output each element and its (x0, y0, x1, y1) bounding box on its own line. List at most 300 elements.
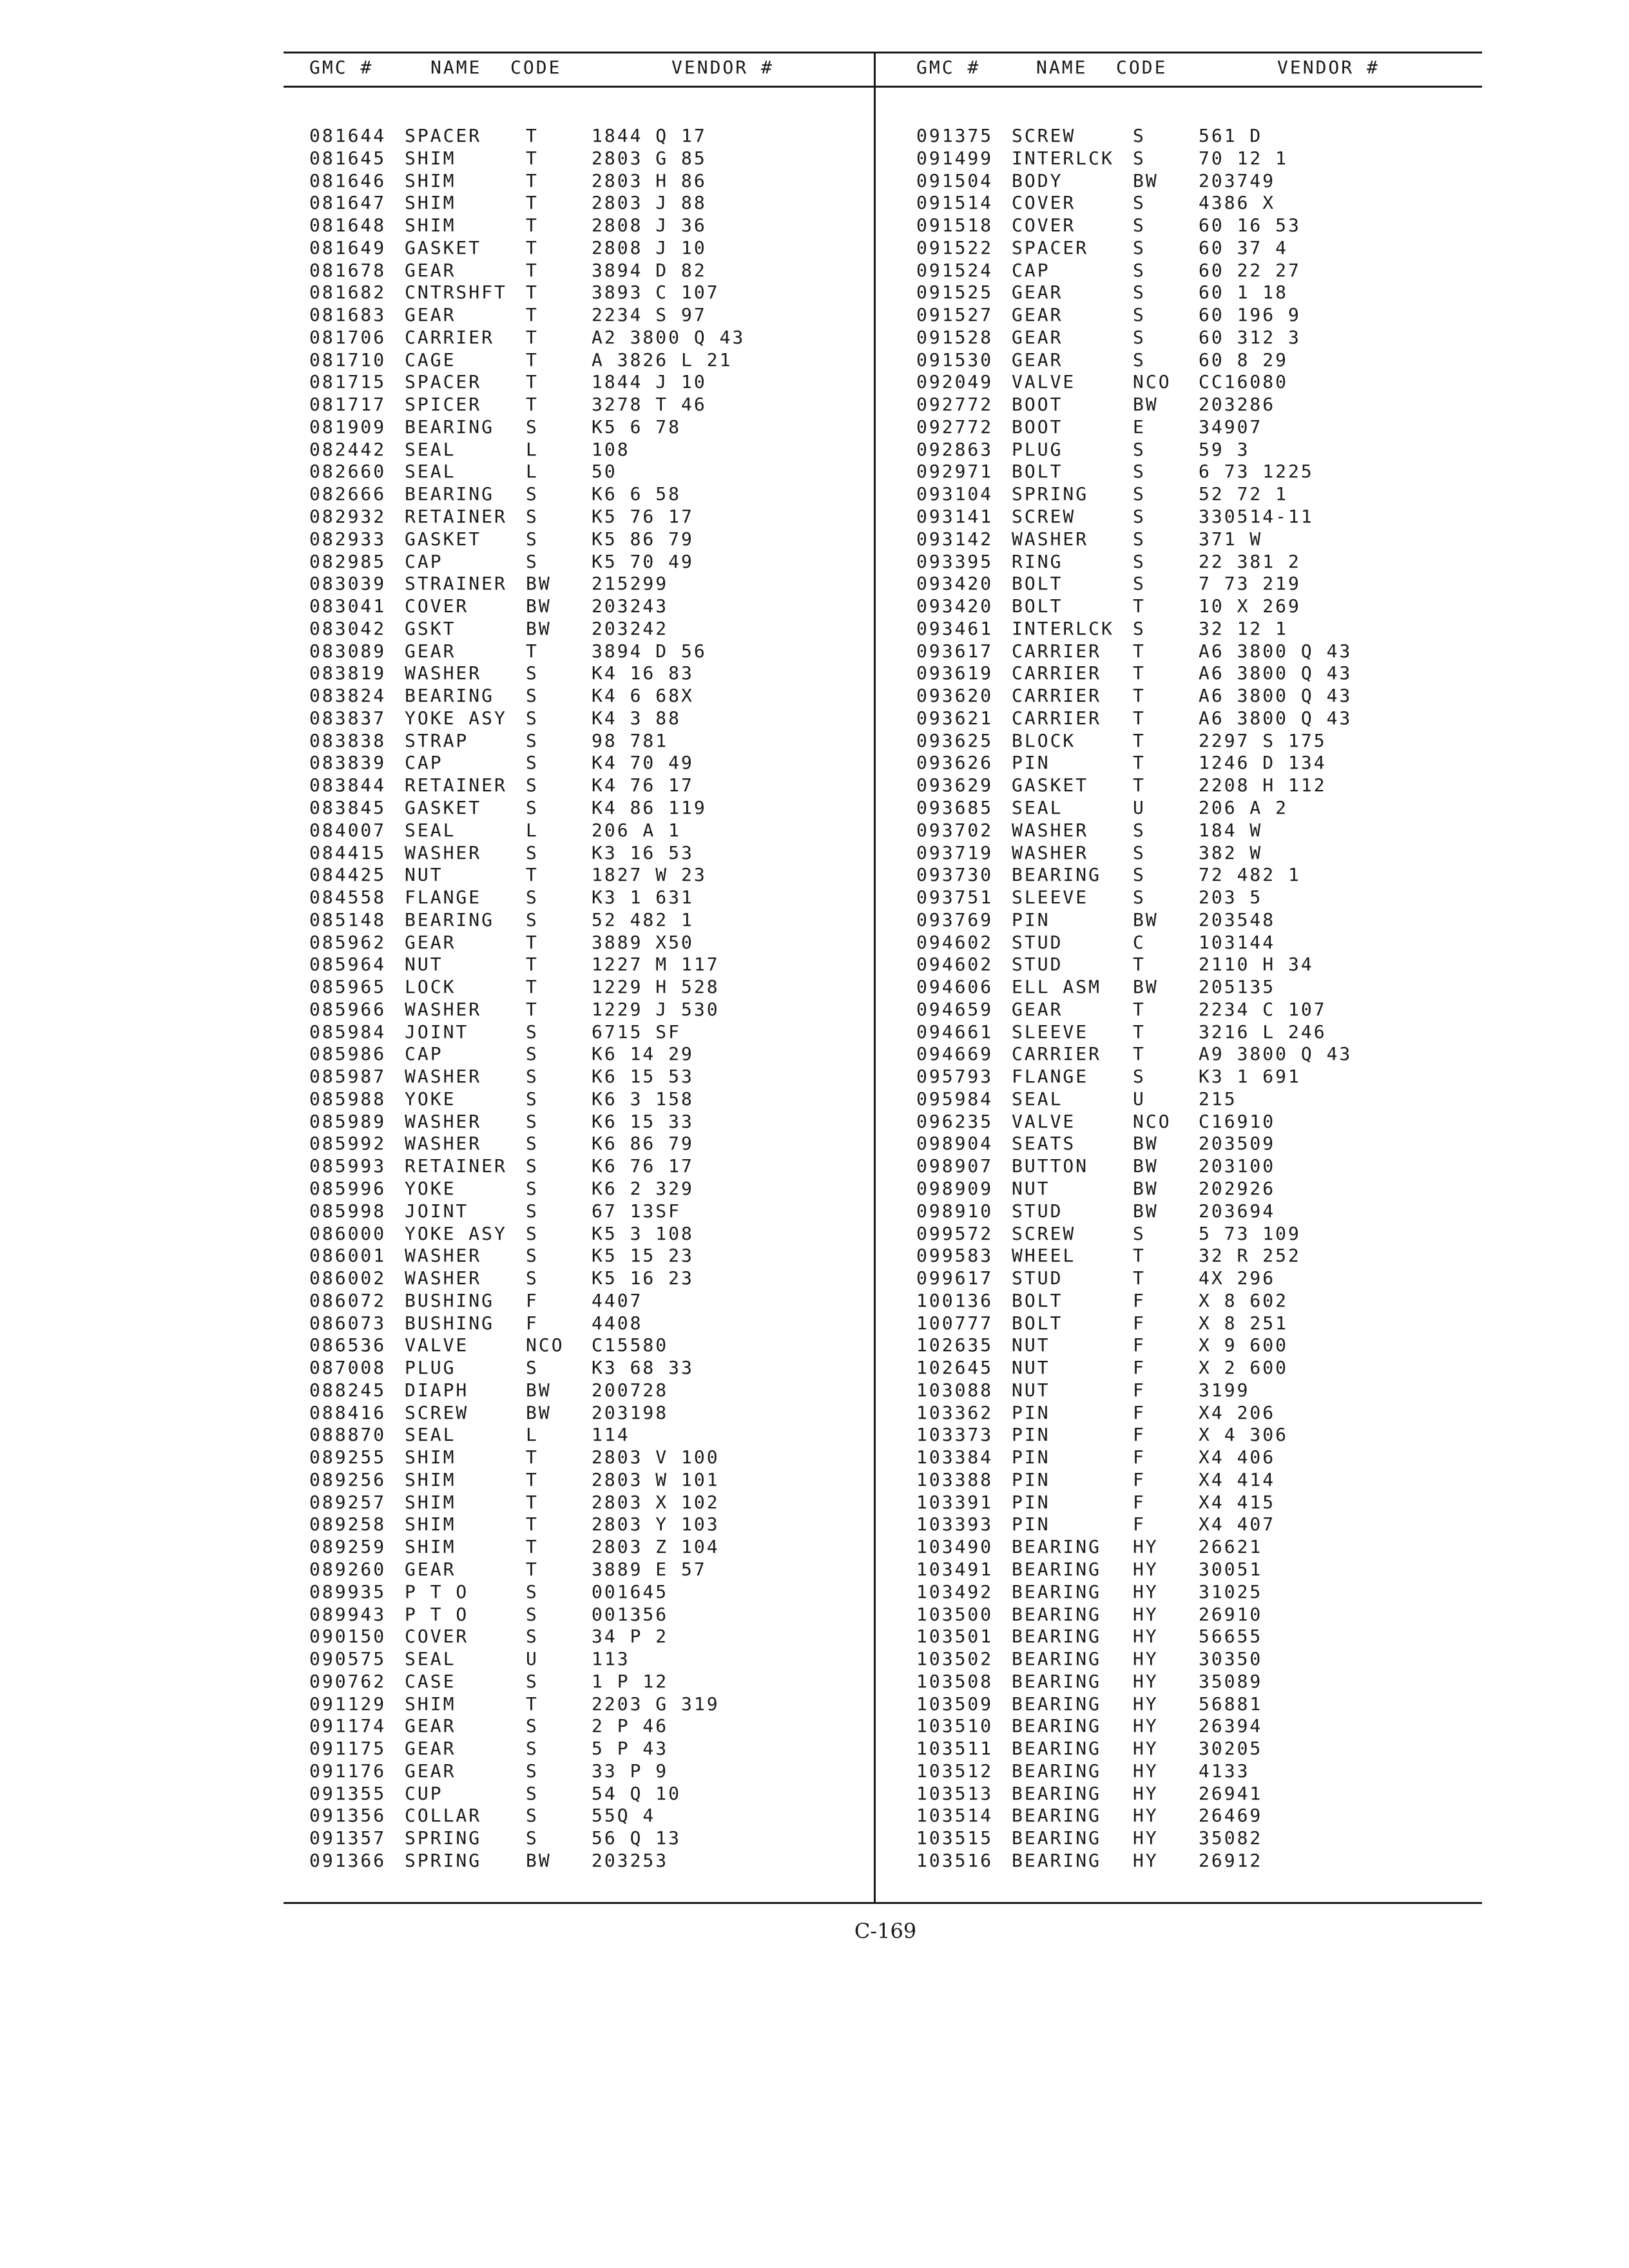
code-cell: T (1133, 729, 1146, 751)
table-row (309, 618, 863, 640)
name-cell: JOINT (405, 1021, 469, 1043)
code-cell: S (1133, 573, 1146, 595)
table-row (916, 1312, 1470, 1335)
code-cell: T (526, 1559, 539, 1580)
vendor-cell: 114 (592, 1424, 630, 1446)
table-row (309, 1245, 863, 1267)
gmc-cell: 103391 (916, 1491, 994, 1513)
name-cell: COVER (405, 1626, 469, 1648)
vendor-cell: X4 414 (1199, 1468, 1276, 1490)
vendor-cell: 2208 H 112 (1199, 774, 1327, 796)
name-cell: LOCK (405, 976, 456, 998)
code-cell: S (1133, 438, 1146, 460)
vendor-cell: A 3826 L 21 (592, 349, 733, 370)
table-row (916, 640, 1470, 663)
code-cell: T (526, 125, 539, 146)
vendor-cell: K3 68 33 (592, 1357, 694, 1379)
table-row (916, 125, 1470, 148)
table-row (309, 1290, 863, 1312)
name-cell: BEARING (1012, 1693, 1102, 1715)
gmc-cell: 103491 (916, 1559, 994, 1580)
vendor-cell: K6 14 29 (592, 1043, 694, 1065)
code-cell: U (1133, 1088, 1146, 1110)
name-cell: GASKET (405, 236, 482, 258)
code-cell: BW (1133, 169, 1159, 191)
gmc-cell: 103508 (916, 1670, 994, 1692)
vendor-cell: K5 76 17 (592, 506, 694, 528)
name-cell: SHIM (405, 215, 456, 236)
name-cell: SHIM (405, 1536, 456, 1558)
name-cell: BEARING (1012, 1603, 1102, 1625)
gmc-cell: 091528 (916, 326, 994, 348)
table-row (309, 1402, 863, 1425)
code-cell: F (1133, 1334, 1146, 1356)
table-row (916, 148, 1470, 170)
name-cell: BEARING (1012, 1805, 1102, 1827)
table-row (309, 237, 863, 260)
vendor-cell: 56 Q 13 (592, 1827, 682, 1849)
table-row (309, 1066, 863, 1088)
name-cell: RETAINER (405, 1155, 507, 1177)
gmc-cell: 085965 (309, 976, 387, 998)
code-cell: S (526, 416, 539, 437)
table-row (916, 909, 1470, 932)
table-row (916, 887, 1470, 909)
name-cell: WASHER (405, 662, 482, 684)
gmc-cell: 085984 (309, 1021, 387, 1043)
name-cell: CAP (1012, 259, 1050, 281)
code-cell: S (526, 1043, 539, 1065)
code-cell: F (1133, 1312, 1146, 1334)
name-cell: COVER (1012, 215, 1076, 236)
table-row (309, 685, 863, 707)
vendor-cell: 103144 (1199, 931, 1276, 953)
table-row (309, 1043, 863, 1066)
gmc-cell: 099617 (916, 1267, 994, 1289)
gmc-cell: 103515 (916, 1827, 994, 1849)
name-cell: CARRIER (1012, 662, 1102, 684)
table-row (916, 439, 1470, 461)
table-row (309, 842, 863, 865)
name-cell: SLEEVE (1012, 887, 1089, 908)
code-cell: S (526, 841, 539, 863)
table-row (309, 1446, 863, 1469)
name-cell: SCREW (1012, 125, 1076, 146)
vendor-cell: 60 37 4 (1199, 236, 1289, 258)
table-row (916, 1111, 1470, 1133)
table-row (916, 1536, 1470, 1559)
code-cell: S (1133, 461, 1146, 483)
vendor-cell: 67 13SF (592, 1200, 682, 1222)
name-cell: BEARING (405, 416, 495, 437)
vendor-cell: A6 3800 Q 43 (1199, 640, 1353, 662)
table-row (916, 797, 1470, 820)
table-row (916, 1805, 1470, 1827)
code-cell: S (526, 1110, 539, 1132)
name-cell: SHIM (405, 1468, 456, 1490)
table-row (309, 707, 863, 730)
table-row (309, 528, 863, 551)
code-cell: L (526, 1424, 539, 1446)
name-cell: SEAL (405, 1424, 456, 1446)
code-cell: S (1133, 215, 1146, 236)
table-row (309, 1604, 863, 1626)
table-row (309, 1671, 863, 1693)
name-cell: CARRIER (1012, 685, 1102, 707)
code-cell: F (1133, 1401, 1146, 1423)
vendor-cell: A6 3800 Q 43 (1199, 662, 1353, 684)
name-cell: STRAINER (405, 573, 507, 595)
code-cell: T (1133, 1021, 1146, 1043)
code-cell: BW (526, 1849, 552, 1871)
gmc-cell: 091514 (916, 192, 994, 214)
code-cell: BW (1133, 1177, 1159, 1199)
gmc-cell: 081706 (309, 326, 387, 348)
gmc-cell: 093141 (916, 506, 994, 528)
name-cell: SHIM (405, 1693, 456, 1715)
name-cell: PLUG (1012, 438, 1063, 460)
table-row (309, 1514, 863, 1536)
code-cell: S (526, 1670, 539, 1692)
code-cell: HY (1133, 1782, 1159, 1804)
code-cell: T (1133, 1245, 1146, 1267)
table-row (309, 349, 863, 372)
vendor-cell: 5 73 109 (1199, 1222, 1301, 1244)
table-row (916, 1021, 1470, 1044)
vendor-cell: K6 86 79 (592, 1133, 694, 1155)
code-cell: C (1133, 931, 1146, 953)
table-row (916, 1648, 1470, 1671)
name-cell: CAP (405, 1043, 443, 1065)
gmc-cell: 100136 (916, 1289, 994, 1311)
vendor-cell: 1827 W 23 (592, 864, 707, 886)
vendor-cell: 215299 (592, 573, 669, 595)
vendor-cell: 50 (592, 461, 617, 483)
gmc-cell: 086001 (309, 1245, 387, 1267)
name-cell: BEARING (1012, 864, 1102, 886)
name-cell: GASKET (405, 796, 482, 818)
name-cell: CUP (405, 1782, 443, 1804)
gmc-cell: 085993 (309, 1155, 387, 1177)
code-cell: HY (1133, 1849, 1159, 1871)
name-cell: BOLT (1012, 1289, 1063, 1311)
code-cell: T (526, 326, 539, 348)
table-row (309, 1536, 863, 1559)
table-row (309, 797, 863, 820)
name-cell: WHEEL (1012, 1245, 1076, 1267)
vendor-cell: 3278 T 46 (592, 394, 707, 416)
code-cell: S (1133, 349, 1146, 370)
gmc-cell: 085964 (309, 954, 387, 975)
gmc-cell: 092971 (916, 461, 994, 483)
name-cell: SEAL (1012, 796, 1063, 818)
name-cell: VALVE (1012, 1110, 1076, 1132)
vendor-cell: 203100 (1199, 1155, 1276, 1177)
name-cell: JOINT (405, 1200, 469, 1222)
name-cell: WASHER (405, 998, 482, 1020)
name-cell: YOKE ASY (405, 1222, 507, 1244)
name-cell: BUSHING (405, 1289, 495, 1311)
name-cell: COVER (405, 595, 469, 617)
code-cell: BW (526, 1401, 552, 1423)
code-cell: S (526, 506, 539, 528)
code-cell: HY (1133, 1581, 1159, 1602)
vendor-cell: 60 16 53 (1199, 215, 1301, 236)
name-cell: SHIM (405, 169, 456, 191)
left-header-name: NAME (430, 57, 482, 78)
table-row (916, 954, 1470, 976)
table-row (916, 976, 1470, 999)
vendor-cell: 1246 D 134 (1199, 752, 1327, 774)
code-cell: S (1133, 483, 1146, 505)
gmc-cell: 091355 (309, 1782, 387, 1804)
name-cell: BOOT (1012, 394, 1063, 416)
gmc-cell: 090150 (309, 1626, 387, 1648)
table-row (309, 1715, 863, 1738)
table-row (916, 1827, 1470, 1850)
table-row (916, 1581, 1470, 1604)
table-row (916, 1334, 1470, 1357)
code-cell: HY (1133, 1670, 1159, 1692)
code-cell: S (1133, 819, 1146, 841)
name-cell: PIN (1012, 752, 1050, 774)
vendor-cell: K5 15 23 (592, 1245, 694, 1267)
code-cell: HY (1133, 1827, 1159, 1849)
gmc-cell: 091518 (916, 215, 994, 236)
vendor-cell: 203242 (592, 617, 669, 639)
code-cell: T (526, 1514, 539, 1535)
code-cell: F (1133, 1424, 1146, 1446)
gmc-cell: 089256 (309, 1468, 387, 1490)
gmc-cell: 089260 (309, 1559, 387, 1580)
code-cell: S (526, 1066, 539, 1088)
code-cell: BW (1133, 394, 1159, 416)
name-cell: NUT (405, 864, 443, 886)
code-cell: S (526, 1738, 539, 1760)
vendor-cell: 108 (592, 438, 630, 460)
code-cell: F (1133, 1357, 1146, 1379)
code-cell: T (526, 1491, 539, 1513)
table-row (916, 327, 1470, 349)
table-row (916, 416, 1470, 439)
table-row (309, 954, 863, 976)
name-cell: CARRIER (1012, 707, 1102, 729)
table-row (309, 439, 863, 461)
name-cell: COLLAR (405, 1805, 482, 1827)
name-cell: BEARING (1012, 1715, 1102, 1737)
code-cell: T (526, 169, 539, 191)
name-cell: P T O (405, 1603, 469, 1625)
code-cell: S (526, 707, 539, 729)
gmc-cell: 083042 (309, 617, 387, 639)
table-row (309, 1850, 863, 1872)
table-row (309, 125, 863, 148)
vendor-cell: 32 R 252 (1199, 1245, 1301, 1267)
vendor-cell: 59 3 (1199, 438, 1250, 460)
table-row (916, 1155, 1470, 1178)
code-cell: S (1133, 192, 1146, 214)
code-cell: T (1133, 1043, 1146, 1065)
name-cell: WASHER (405, 1245, 482, 1267)
table-row (309, 304, 863, 327)
code-cell: HY (1133, 1693, 1159, 1715)
vendor-cell: CC16080 (1199, 371, 1289, 393)
gmc-cell: 103384 (916, 1446, 994, 1468)
vendor-cell: 205135 (1199, 976, 1276, 998)
table-row (309, 887, 863, 909)
vendor-cell: 35082 (1199, 1827, 1263, 1849)
gmc-cell: 092049 (916, 371, 994, 393)
gmc-cell: 085966 (309, 998, 387, 1020)
gmc-cell: 082660 (309, 461, 387, 483)
vendor-cell: 26912 (1199, 1849, 1263, 1871)
code-cell: S (526, 1133, 539, 1155)
gmc-cell: 083838 (309, 729, 387, 751)
code-cell: BW (1133, 976, 1159, 998)
name-cell: NUT (1012, 1379, 1050, 1401)
code-cell: T (1133, 595, 1146, 617)
gmc-cell: 093104 (916, 483, 994, 505)
vendor-cell: X 4 306 (1199, 1424, 1289, 1446)
gmc-cell: 103516 (916, 1849, 994, 1871)
name-cell: WASHER (1012, 841, 1089, 863)
vendor-cell: X4 407 (1199, 1514, 1276, 1535)
table-row (916, 618, 1470, 640)
name-cell: CASE (405, 1670, 456, 1692)
table-row (916, 1290, 1470, 1312)
table-row (916, 1043, 1470, 1066)
name-cell: BEARING (1012, 1670, 1102, 1692)
vendor-cell: K6 15 53 (592, 1066, 694, 1088)
table-row (309, 1133, 863, 1155)
gmc-cell: 092772 (916, 394, 994, 416)
name-cell: RETAINER (405, 506, 507, 528)
code-cell: S (526, 1626, 539, 1648)
gmc-cell: 084558 (309, 887, 387, 908)
code-cell: T (526, 215, 539, 236)
code-cell: U (1133, 796, 1146, 818)
gmc-cell: 094606 (916, 976, 994, 998)
code-cell: S (1133, 617, 1146, 639)
name-cell: STUD (1012, 1267, 1063, 1289)
table-row (309, 1357, 863, 1379)
table-row (916, 170, 1470, 193)
vendor-cell: 203509 (1199, 1133, 1276, 1155)
name-cell: CAGE (405, 349, 456, 370)
table-row (309, 640, 863, 663)
gmc-cell: 088245 (309, 1379, 387, 1401)
gmc-cell: 086073 (309, 1312, 387, 1334)
vendor-cell: 4X 296 (1199, 1267, 1276, 1289)
gmc-cell: 086002 (309, 1267, 387, 1289)
vendor-cell: A9 3800 Q 43 (1199, 1043, 1353, 1065)
table-row (309, 1805, 863, 1827)
table-row (309, 1581, 863, 1604)
code-cell: T (1133, 1267, 1146, 1289)
vendor-cell: 2803 Z 104 (592, 1536, 720, 1558)
table-row (916, 1626, 1470, 1648)
gmc-cell: 091530 (916, 349, 994, 370)
name-cell: SHIM (405, 1491, 456, 1513)
vendor-cell: 34907 (1199, 416, 1263, 437)
code-cell: F (1133, 1379, 1146, 1401)
name-cell: ELL ASM (1012, 976, 1102, 998)
gmc-cell: 081909 (309, 416, 387, 437)
vendor-cell: 3216 L 246 (1199, 1021, 1327, 1043)
table-row (916, 932, 1470, 954)
name-cell: SCREW (1012, 1222, 1076, 1244)
gmc-cell: 103373 (916, 1424, 994, 1446)
gmc-cell: 092863 (916, 438, 994, 460)
table-row (916, 237, 1470, 260)
name-cell: GSKT (405, 617, 456, 639)
name-cell: BEARING (405, 908, 495, 930)
right-header-code: CODE (1116, 57, 1168, 78)
gmc-cell: 081682 (309, 282, 387, 303)
gmc-cell: 103492 (916, 1581, 994, 1602)
table-row (309, 551, 863, 573)
gmc-cell: 102645 (916, 1357, 994, 1379)
name-cell: SHIM (405, 192, 456, 214)
vendor-cell: K5 70 49 (592, 550, 694, 572)
code-cell: L (526, 461, 539, 483)
table-row (309, 1559, 863, 1581)
code-cell: L (526, 819, 539, 841)
vendor-cell: X4 406 (1199, 1446, 1276, 1468)
name-cell: INTERLCK (1012, 147, 1114, 169)
gmc-cell: 083824 (309, 685, 387, 707)
table-row (309, 730, 863, 753)
table-row (309, 1178, 863, 1200)
vendor-cell: X4 415 (1199, 1491, 1276, 1513)
name-cell: BOOT (1012, 416, 1063, 437)
gmc-cell: 090575 (309, 1648, 387, 1670)
table-row (309, 909, 863, 932)
vendor-cell: 4133 (1199, 1760, 1250, 1782)
gmc-cell: 093461 (916, 617, 994, 639)
table-row (309, 394, 863, 416)
gmc-cell: 091524 (916, 259, 994, 281)
vendor-cell: 7 73 219 (1199, 573, 1301, 595)
table-row (309, 148, 863, 170)
code-cell: T (526, 640, 539, 662)
vendor-cell: 371 W (1199, 528, 1263, 550)
column-divider (874, 52, 876, 1904)
gmc-cell: 093621 (916, 707, 994, 729)
code-cell: S (526, 1222, 539, 1244)
table-row (916, 1559, 1470, 1581)
vendor-cell: 330514-11 (1199, 506, 1314, 528)
name-cell: GEAR (405, 259, 456, 281)
header-top-rule (284, 52, 1482, 53)
page-number: C-169 (854, 1919, 917, 1943)
gmc-cell: 093617 (916, 640, 994, 662)
vendor-cell: 70 12 1 (1199, 147, 1289, 169)
gmc-cell: 089935 (309, 1581, 387, 1602)
left-header-gmc: GMC # (309, 57, 374, 78)
name-cell: PIN (1012, 908, 1050, 930)
code-cell: T (1133, 662, 1146, 684)
name-cell: GEAR (405, 1738, 456, 1760)
vendor-cell: A2 3800 Q 43 (592, 326, 746, 348)
vendor-cell: 206 A 1 (592, 819, 682, 841)
vendor-cell: 60 8 29 (1199, 349, 1289, 370)
table-row (916, 1760, 1470, 1783)
gmc-cell: 093702 (916, 819, 994, 841)
vendor-cell: K4 16 83 (592, 662, 694, 684)
name-cell: BUTTON (1012, 1155, 1089, 1177)
name-cell: YOKE (405, 1088, 456, 1110)
